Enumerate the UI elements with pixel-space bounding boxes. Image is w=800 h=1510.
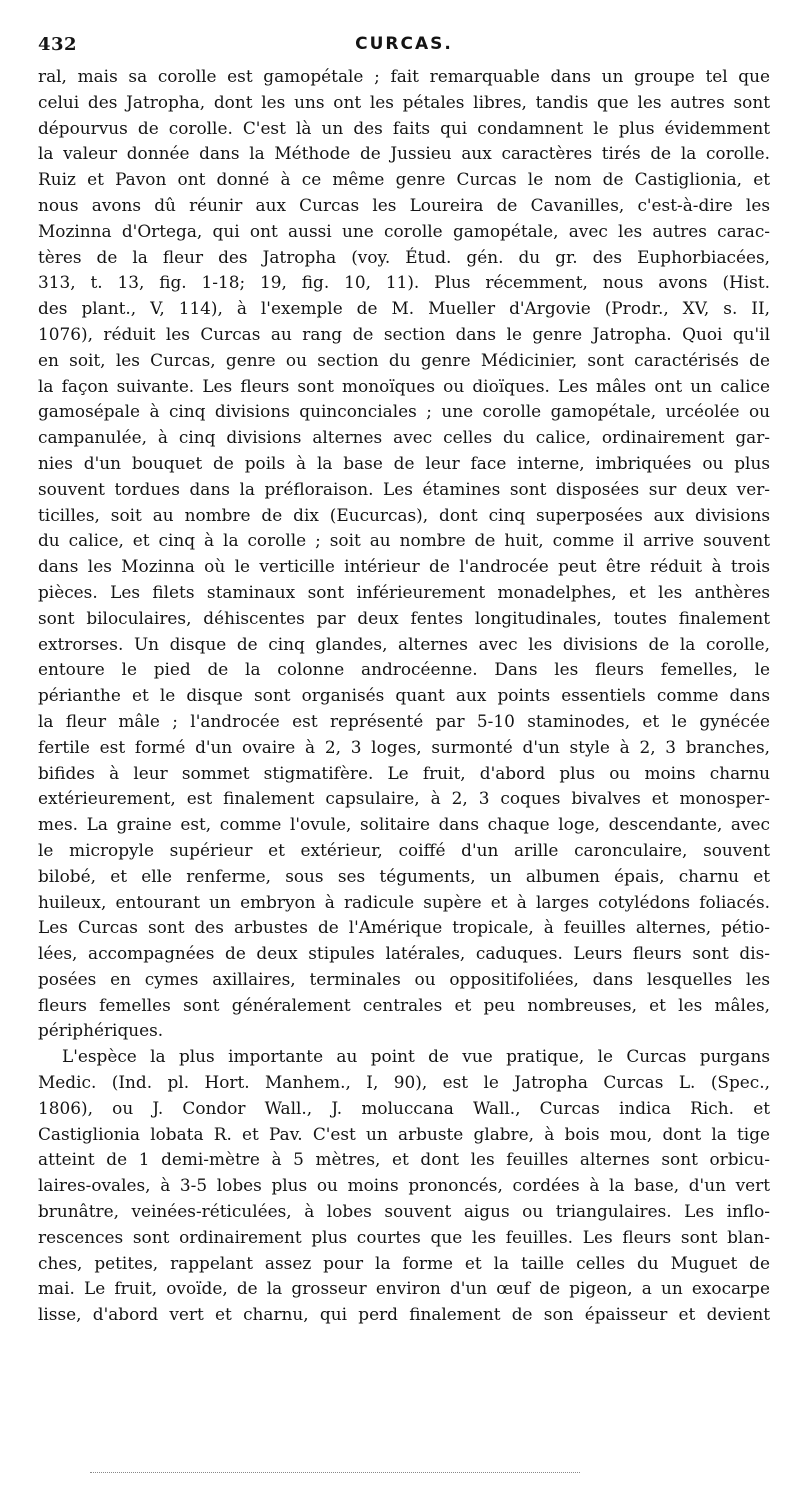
text-line: lées, accompagnées de deux stipules latérales, caduques. Leurs fleurs sont dis- bbox=[38, 943, 770, 964]
text-line: ral, mais sa corolle est gamopétale ; fait remarquable dans un groupe tel que bbox=[38, 66, 770, 86]
text-line: 1806), ou J. Condor Wall., J. moluccana Wall., Curcas indica Rich. et bbox=[38, 1097, 770, 1118]
text-line: ches, petites, rappelant assez pour la forme et la taille celles du Muguet de bbox=[38, 1252, 770, 1273]
text-line: bilobé, et elle renferme, sous ses téguments, un albumen épais, charnu et bbox=[38, 865, 770, 886]
running-title: CURCAS. bbox=[355, 34, 453, 54]
text-line: la façon suivante. Les fleurs sont monoïques ou dioïques. Les mâles ont un calice bbox=[38, 375, 770, 396]
text-line: périanthe et le disque sont organisés quant aux points essentiels comme dans bbox=[38, 685, 770, 706]
text-line: Ruiz et Pavon ont donné à ce même genre Curcas le nom de Castiglionia, et bbox=[38, 169, 770, 190]
text-line: mai. Le fruit, ovoïde, de la grosseur environ d'un œuf de pigeon, a un exocarpe bbox=[38, 1278, 770, 1299]
text-line: lisse, d'abord vert et charnu, qui perd finalement de son épaisseur et devient bbox=[38, 1304, 770, 1325]
text-line: du calice, et cinq à la corolle ; soit au nombre de huit, comme il arrive souvent bbox=[38, 530, 770, 551]
text-line: 313, t. 13, fig. 1-18; 19, fig. 10, 11). Plus récemment, nous avons (Hist. bbox=[38, 272, 770, 293]
text-line: des plant., V, 114), à l'exemple de M. Mueller d'Argovie (Prodr., XV, s. II, bbox=[38, 298, 770, 319]
text-line: ticilles, soit au nombre de dix (Eucurcas), dont cinq superposées aux divisions bbox=[38, 504, 770, 525]
text-line: tères de la fleur des Jatropha (voy. Étud. gén. du gr. des Euphorbiacées, bbox=[38, 246, 770, 267]
text-line: dépourvus de corolle. C'est là un des faits qui condamnent le plus évidemment bbox=[38, 117, 770, 138]
text-line: le micropyle supérieur et extérieur, coiffé d'un arille caronculaire, souvent bbox=[38, 839, 770, 860]
page-number: 432 bbox=[38, 34, 78, 55]
footer-rule bbox=[90, 1472, 580, 1473]
text-line: périphériques. bbox=[38, 1020, 164, 1041]
text-line: campanulée, à cinq divisions alternes avec celles du calice, ordinairement gar- bbox=[38, 427, 770, 448]
text-line: bifides à leur sommet stigmatifère. Le fruit, d'abord plus ou moins charnu bbox=[38, 762, 770, 783]
text-line: la valeur donnée dans la Méthode de Jussieu aux caractères tirés de la corolle. bbox=[38, 143, 770, 164]
text-line: gamosépale à cinq divisions quinconciales ; une corolle gamopétale, urcéolée ou bbox=[38, 401, 770, 422]
text-line: laires-ovales, à 3-5 lobes plus ou moins prononcés, cordées à la base, d'un vert bbox=[38, 1175, 770, 1196]
text-line: huileux, entourant un embryon à radicule supère et à larges cotylédons foliacés. bbox=[38, 891, 770, 912]
text-line: fleurs femelles sont généralement centrales et peu nombreuses, et les mâles, bbox=[38, 994, 770, 1015]
text-line: brunâtre, veinées-réticulées, à lobes souvent aigus ou triangulaires. Les inflo- bbox=[38, 1201, 770, 1222]
text-line: dans les Mozinna où le verticille intérieur de l'androcée peut être réduit à trois bbox=[38, 556, 770, 577]
text-line: pièces. Les filets staminaux sont inférieurement monadelphes, et les anthères bbox=[38, 581, 770, 602]
text-line: Castiglionia lobata R. et Pav. C'est un arbuste glabre, à bois mou, dont la tige bbox=[38, 1123, 770, 1144]
text-line: nies d'un bouquet de poils à la base de leur face interne, imbriquées ou plus bbox=[38, 452, 770, 473]
text-line: Mozinna d'Ortega, qui ont aussi une corolle gamopétale, avec les autres carac- bbox=[38, 220, 770, 241]
running-header bbox=[38, 30, 770, 64]
text-line: sont biloculaires, déhiscentes par deux fentes longitudinales, toutes finalement bbox=[38, 607, 770, 628]
text-line: nous avons dû réunir aux Curcas les Loureira de Cavanilles, c'est-à-dire les bbox=[38, 194, 770, 215]
text-line: Les Curcas sont des arbustes de l'Amérique tropicale, à feuilles alternes, pétio- bbox=[38, 917, 770, 938]
text-line: mes. La graine est, comme l'ovule, solitaire dans chaque loge, descendante, avec bbox=[38, 814, 770, 835]
text-line: L'espèce la plus importante au point de vue pratique, le Curcas purgans bbox=[62, 1046, 770, 1067]
text-line: en soit, les Curcas, genre ou section du genre Médicinier, sont caractérisés de bbox=[38, 349, 770, 370]
body-text bbox=[38, 64, 770, 1328]
text-line: extérieurement, est finalement capsulaire, à 2, 3 coques bivalves et monosper- bbox=[38, 788, 770, 809]
text-line: la fleur mâle ; l'androcée est représenté par 5-10 staminodes, et le gynécée bbox=[38, 710, 770, 731]
text-line: extrorses. Un disque de cinq glandes, alternes avec les divisions de la corolle, bbox=[38, 633, 770, 654]
text-line: souvent tordues dans la préfloraison. Les étamines sont disposées sur deux ver- bbox=[38, 478, 770, 499]
text-line: atteint de 1 demi-mètre à 5 mètres, et dont les feuilles alternes sont orbicu- bbox=[38, 1149, 770, 1170]
text-line: 1076), réduit les Curcas au rang de section dans le genre Jatropha. Quoi qu'il bbox=[38, 323, 770, 344]
text-line: Medic. (Ind. pl. Hort. Manhem., I, 90), est le Jatropha Curcas L. (Spec., bbox=[38, 1072, 770, 1093]
text-line: celui des Jatropha, dont les uns ont les pétales libres, tandis que les autres sont bbox=[38, 91, 770, 112]
text-line: fertile est formé d'un ovaire à 2, 3 loges, surmonté d'un style à 2, 3 branches, bbox=[38, 736, 770, 757]
text-line: posées en cymes axillaires, terminales ou oppositifoliées, dans lesquelles les bbox=[38, 968, 770, 989]
text-line: rescences sont ordinairement plus courtes que les feuilles. Les fleurs sont blan- bbox=[38, 1226, 770, 1247]
text-line: entoure le pied de la colonne androcéenne. Dans les fleurs femelles, le bbox=[38, 659, 770, 680]
